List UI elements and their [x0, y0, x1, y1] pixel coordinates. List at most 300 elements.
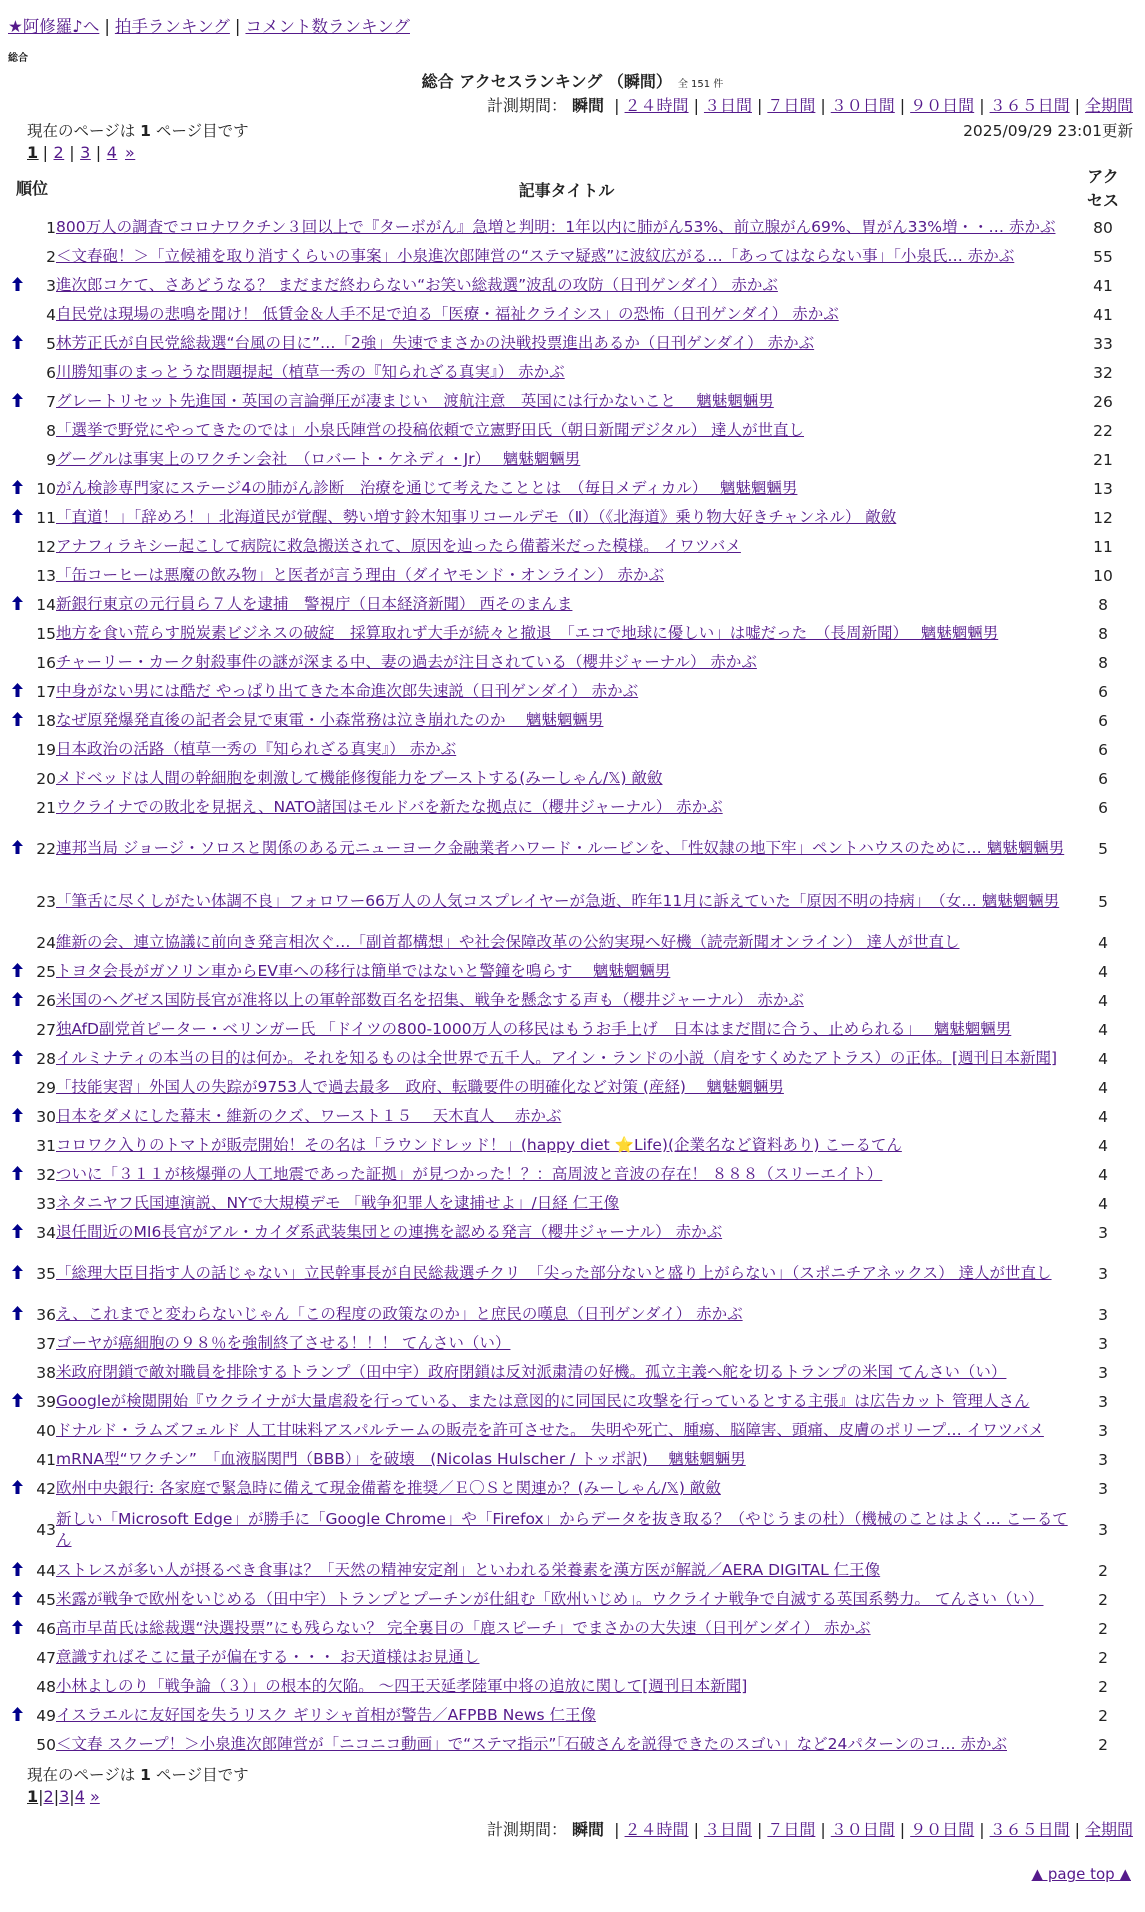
access-count: 11: [1093, 537, 1113, 556]
pager-link[interactable]: 4: [74, 1787, 85, 1806]
rank-change-cell: [8, 532, 27, 561]
rank-number: 21: [36, 798, 56, 817]
period-link[interactable]: ２４時間: [624, 96, 689, 115]
ranking-row: [8, 1387, 1129, 1416]
article-link[interactable]: 「缶コーヒーは悪魔の飲み物」と医者が言う理由（ダイヤモンド・オンライン） 赤かぶ: [56, 566, 665, 584]
article-link[interactable]: アナフィラキシー起こして病院に救急搬送されて、原因を辿ったら備蓄米だった模様。 イワツバメ: [56, 537, 741, 555]
article-link[interactable]: 林芳正氏が自民党総裁選“台風の目に”…「2強」失速でまさかの決戦投票進出あるか（日刊ゲンダイ） 赤かぶ: [56, 334, 815, 352]
rank-change-cell: [8, 1445, 27, 1474]
title-cell: [56, 1131, 1077, 1160]
rank-change-cell: [8, 1416, 27, 1445]
rank-number: 48: [36, 1677, 56, 1696]
up-arrow-icon: [12, 335, 23, 353]
pager-link[interactable]: 4: [106, 143, 118, 162]
rank-change-cell: [8, 764, 27, 793]
up-arrow-icon: [12, 1393, 23, 1411]
title-cell: [56, 1585, 1077, 1614]
rank-change-cell: [8, 1387, 27, 1416]
article-link[interactable]: ストレスが多い人が摂るべき食事は？「天然の精神安定剤」といわれる栄養素を漢方医が解説／AERA DIGITAL 仁王像: [56, 1561, 881, 1579]
article-link[interactable]: 川勝知事のまっとうな問題提起（植草一秀の『知られざる真実』） 赤かぶ: [56, 363, 565, 381]
title-cell: [56, 1672, 1077, 1701]
article-link[interactable]: 連邦当局 ジョージ・ソロスと関係のある元ニューヨーク金融業者ハワード・ルービンを、「性奴隷の地下牢」ペントハウスのために… 魑魅魍魎男: [56, 839, 1065, 857]
rank-number: 38: [36, 1363, 56, 1382]
up-arrow-icon: [12, 596, 23, 614]
rank-change-cell: [8, 213, 27, 242]
period-label: 計測期間：: [486, 1820, 567, 1839]
ranking-row: [8, 358, 1129, 387]
current-page-text: [27, 119, 249, 143]
title-cell: [56, 1445, 1077, 1474]
period-link[interactable]: 全期間: [1084, 1820, 1133, 1839]
clap-ranking-link[interactable]: 拍手ランキング: [114, 17, 230, 36]
article-link[interactable]: 米国のヘグゼス国防長官が准将以上の軍幹部数百名を招集、戦争を懸念する声も（櫻井ジャーナル） 赤かぶ: [56, 991, 804, 1009]
title-cell: [56, 561, 1077, 590]
rank-number: 25: [36, 962, 56, 981]
ranking-row: [8, 1073, 1129, 1102]
period-separator: |: [756, 1820, 763, 1839]
pager-current: 1: [27, 1787, 39, 1806]
article-link[interactable]: グレートリセット先進国・英国の言論弾圧が凄まじい 渡航注意 英国には行かないこと 魑魅魍魎男: [56, 392, 774, 410]
page-info-suffix: ページ目です: [155, 1766, 249, 1784]
rank-change-cell: [8, 1044, 27, 1073]
title-cell: [56, 1474, 1077, 1503]
access-count: 4: [1098, 1049, 1108, 1068]
article-link[interactable]: 新しい「Microsoft Edge」が勝手に「Google Chrome」や「Firefox」からデータを抜き取る？（やじうまの杜）（機械のことはよく… こーるてん: [56, 1509, 1068, 1549]
comment-ranking-link[interactable]: コメント数ランキング: [245, 17, 410, 36]
period-current: 瞬間: [572, 1820, 605, 1839]
rank-change-cell: [8, 1730, 27, 1759]
ranking-row: [8, 1585, 1129, 1614]
article-link[interactable]: 「直道！」「辞めろ！」北海道民が覚醒、勢い増す鈴木知事リコールデモ（Ⅱ）（《北海道》乗り物大好きチャンネル） 敵斂: [56, 508, 897, 526]
pager-link[interactable]: 3: [59, 1787, 70, 1806]
article-link[interactable]: コロワク入りのトマトが販売開始！その名は「ラウンドレッド！」(happy diet ⭐Life)(企業名など資料あり) こーるてん: [56, 1136, 902, 1154]
ranking-row: [8, 1474, 1129, 1503]
rank-change-cell: [8, 822, 27, 875]
access-count: 4: [1098, 1194, 1108, 1213]
ranking-row: [8, 677, 1129, 706]
rank-number: 14: [36, 595, 56, 614]
ranking-row: [8, 1445, 1129, 1474]
ranking-row: [8, 387, 1129, 416]
rank-change-cell: [8, 706, 27, 735]
rank-change-cell: [8, 1015, 27, 1044]
ranking-row: [8, 1358, 1129, 1387]
rank-change-cell: [8, 271, 27, 300]
header-rank: 順位: [15, 179, 48, 198]
title-cell: [56, 329, 1077, 358]
period-link[interactable]: 全期間: [1084, 96, 1133, 115]
title-cell: [56, 1218, 1077, 1247]
period-link[interactable]: ３０日間: [830, 96, 895, 115]
period-link[interactable]: ７日間: [767, 96, 816, 115]
up-arrow-icon: [12, 480, 23, 498]
title-cell: [56, 532, 1077, 561]
title-cell: [56, 706, 1077, 735]
rank-number: 17: [36, 682, 56, 701]
ranking-row: [8, 957, 1129, 986]
pager-separator: |: [53, 1787, 60, 1806]
rank-number: 23: [36, 892, 56, 911]
title-cell: [56, 1416, 1077, 1445]
access-count: 3: [1098, 1334, 1108, 1353]
article-link[interactable]: がん検診専門家にステージ4の肺がん診断 治療を通じて考えたこととは （毎日メディカル） 魑魅魍魎男: [56, 479, 798, 497]
access-count: 8: [1098, 624, 1108, 643]
access-count: 3: [1098, 1363, 1108, 1382]
rank-number: 5: [46, 334, 56, 353]
rank-number: 34: [36, 1223, 56, 1242]
article-link[interactable]: イスラエルに友好国を失うリスク ギリシャ首相が警告／AFPBB News 仁王像: [56, 1706, 597, 1724]
rank-number: 43: [36, 1520, 56, 1539]
rank-number: 13: [36, 566, 56, 585]
rank-change-cell: [8, 1102, 27, 1131]
article-link[interactable]: 地方を食い荒らす脱炭素ビジネスの破綻 採算取れず大手が続々と撤退 「エコで地球に優しい」は嘘だった （長周新聞） 魑魅魍魎男: [56, 624, 999, 642]
access-count: 6: [1098, 682, 1108, 701]
article-link[interactable]: 進次郎コケて、さあどうなる？ まだまだ終わらない“お笑い総裁選”波乱の攻防（日刊ゲンダイ） 赤かぶ: [56, 276, 778, 294]
article-link[interactable]: イルミナティの本当の目的は何か。それを知るものは全世界で五千人。アイン・ランドの小説（肩をすくめたアトラス）の正体。[週刊日本新聞]: [56, 1049, 1057, 1067]
up-arrow-icon: [12, 1620, 23, 1638]
ranking-row: [8, 416, 1129, 445]
updated-timestamp: 2025/09/29 23:01更新: [963, 122, 1133, 140]
article-link[interactable]: 「筆舌に尽くしがたい体調不良」フォロワー66万人の人気コスプレイヤーが急逝、昨年11月に訴えていた「原因不明の持病」 （女… 魑魅魍魎男: [56, 892, 1060, 910]
access-count: 3: [1098, 1479, 1108, 1498]
rank-number: 47: [36, 1648, 56, 1667]
up-arrow-icon: [12, 1050, 23, 1068]
top-nav: [8, 0, 1137, 37]
rank-number: 8: [46, 421, 56, 440]
period-separator: |: [1074, 96, 1080, 115]
ranking-row: [8, 928, 1129, 957]
rank-change-cell: [8, 986, 27, 1015]
rank-change-cell: [8, 1247, 27, 1300]
article-link[interactable]: 「技能実習」外国人の失踪が9753人で過去最多 政府、転職要件の明確化など対策 (産経) 魑魅魍魎男: [56, 1078, 784, 1096]
rank-change-cell: [8, 1131, 27, 1160]
access-count: 2: [1098, 1735, 1108, 1754]
access-count: 8: [1098, 653, 1108, 672]
ranking-row: [8, 445, 1129, 474]
article-link[interactable]: 小林よしのり「戦争論（３）」の根本的欠陥。 ～四王天延孝陸軍中将の追放に関して[週刊日本新聞]: [56, 1677, 748, 1695]
title-cell: [56, 358, 1077, 387]
rank-change-cell: [8, 416, 27, 445]
article-link[interactable]: 「選挙で野党にやってきたのでは」小泉氏陣営の投稿依頼で立憲野田氏（朝日新聞デジタル） 達人が世直し: [56, 421, 805, 439]
ranking-row: [8, 242, 1129, 271]
ranking-row: [8, 474, 1129, 503]
article-link[interactable]: mRNA型“ワクチン” 「血液脳関門（BBB）」を破壊 (Nicolas Hulscher / トッポ訳) 魑魅魍魎男: [56, 1450, 746, 1468]
article-link[interactable]: 自民党は現場の悲鳴を聞け！ 低賃金＆人手不足で迫る「医療・福祉クライシス」の恐怖（日刊ゲンダイ） 赤かぶ: [56, 305, 839, 323]
rank-change-cell: [8, 735, 27, 764]
article-link[interactable]: 米露が戦争で欧州をいじめる（田中宇）トランプとプーチンが仕組む「欧州いじめ」。ウクライナ戦争で自滅する英国系勢力。 てんさい（い）: [56, 1590, 1044, 1608]
article-link[interactable]: 日本をダメにした幕末・維新のクズ、ワースト１５ 天木直人 赤かぶ: [56, 1107, 562, 1125]
rank-number: 3: [46, 276, 56, 295]
access-count: 26: [1093, 392, 1113, 411]
title-cell: [56, 1073, 1077, 1102]
period-separator: |: [899, 96, 906, 115]
article-link[interactable]: 中身がない男には酷だ やっぱり出てきた本命進次郎失速説（日刊ゲンダイ） 赤かぶ: [56, 682, 639, 700]
title-cell: [56, 503, 1077, 532]
rank-change-cell: [8, 1614, 27, 1643]
period-link[interactable]: ２４時間: [624, 1820, 689, 1839]
pager-separator: |: [69, 143, 76, 162]
rank-number: 33: [36, 1194, 56, 1213]
access-count: 2: [1098, 1590, 1108, 1609]
up-arrow-icon: [12, 1166, 23, 1184]
title-cell: [56, 1358, 1077, 1387]
article-link[interactable]: 独AfD副党首ピーター・ベリンガー氏 「ドイツの800-1000万人の移民はもうお手上げ 日本はまだ間に合う、止められる」 魑魅魍魎男: [56, 1020, 1012, 1038]
access-count: 6: [1098, 798, 1108, 817]
ranking-row: [8, 822, 1129, 875]
rank-number: 11: [36, 508, 56, 527]
article-link[interactable]: 日本政治の活路（植草一秀の『知られざる真実』） 赤かぶ: [56, 740, 457, 758]
rank-number: 32: [36, 1165, 56, 1184]
ranking-row: [8, 1329, 1129, 1358]
page-info-number: 1: [140, 1766, 151, 1784]
rank-number: 37: [36, 1334, 56, 1353]
access-count: 4: [1098, 1165, 1108, 1184]
article-link[interactable]: 800万人の調査でコロナワクチン３回以上で『ターボがん』急増と判明：1年以内に肺がん53%、前立腺がん69%、胃がん33%増・・… 赤かぶ: [56, 218, 1056, 236]
period-link[interactable]: ７日間: [767, 1820, 816, 1839]
period-link[interactable]: ３日間: [703, 96, 752, 115]
article-link[interactable]: 欧州中央銀行: 各家庭で緊急時に備えて現金備蓄を推奨／Ｅ〇Ｓと関連か？(みーしゃん/𝕏) 敵斂: [56, 1479, 721, 1497]
period-selector-bottom: [8, 1817, 1137, 1843]
up-arrow-icon: [12, 1562, 23, 1580]
up-arrow-icon: [12, 1707, 23, 1725]
period-separator: |: [979, 1820, 985, 1839]
access-count: 22: [1093, 421, 1113, 440]
page-top-link[interactable]: ▲ page top ▲: [1031, 1865, 1131, 1883]
title-cell: [56, 1701, 1077, 1730]
rank-change-cell: [8, 957, 27, 986]
period-link[interactable]: ３日間: [703, 1820, 752, 1839]
period-selector: [8, 93, 1137, 119]
access-count: 3: [1098, 1264, 1108, 1283]
rank-change-cell: [8, 1701, 27, 1730]
ranking-row: [8, 1672, 1129, 1701]
access-count: 4: [1098, 1020, 1108, 1039]
ranking-row: [8, 1044, 1129, 1073]
title-cell: [56, 1556, 1077, 1585]
title-cell: [56, 474, 1077, 503]
rank-number: 9: [46, 450, 56, 469]
ranking-row: [8, 1416, 1129, 1445]
rank-number: 27: [36, 1020, 56, 1039]
page-info-suffix: ページ目です: [155, 122, 249, 140]
rank-number: 45: [36, 1590, 56, 1609]
article-link[interactable]: ＜文春砲！＞「立候補を取り消すくらいの事案」小泉進次郎陣営の“ステマ疑惑”に波紋広がる…「あってはならない事」「小泉氏… 赤かぶ: [56, 247, 1015, 265]
period-link[interactable]: ３０日間: [830, 1820, 895, 1839]
title-cell: [56, 1189, 1077, 1218]
article-link[interactable]: Googleが検閲開始『ウクライナが大量虐殺を行っている、または意図的に同国民に攻撃を行っているとする主張』は広告カット 管理人さん: [56, 1392, 1030, 1410]
access-count: 2: [1098, 1648, 1108, 1667]
ranking-row: [8, 1015, 1129, 1044]
pager-next-link[interactable]: »: [89, 1787, 100, 1806]
access-count: 3: [1098, 1421, 1108, 1440]
access-count: 3: [1098, 1392, 1108, 1411]
up-arrow-icon: [12, 1591, 23, 1609]
period-label: 計測期間：: [486, 96, 567, 115]
rank-change-cell: [8, 300, 27, 329]
header-access: アクセス: [1086, 167, 1119, 210]
article-link[interactable]: 維新の会、連立協議に前向き発言相次ぐ…「副首都構想」や社会保障改革の公約実現へ好機（読売新聞オンライン） 達人が世直し: [56, 933, 960, 951]
title-cell: [56, 648, 1077, 677]
rank-change-cell: [8, 619, 27, 648]
period-link[interactable]: ３６５日間: [989, 1820, 1070, 1839]
access-count: 5: [1098, 839, 1108, 858]
access-count: 21: [1093, 450, 1113, 469]
access-count: 4: [1098, 991, 1108, 1010]
pager-link[interactable]: 2: [43, 1787, 54, 1806]
article-link[interactable]: ウクライナでの敗北を見据え、NATO諸国はモルドバを新たな拠点に（櫻井ジャーナル） 赤かぶ: [56, 798, 723, 816]
pager-link[interactable]: 3: [80, 143, 91, 162]
title-cell: [56, 271, 1077, 300]
rank-change-cell: [8, 1556, 27, 1585]
ranking-row: [8, 1300, 1129, 1329]
title-cell: [56, 928, 1077, 957]
title-cell: [56, 875, 1077, 928]
article-link[interactable]: ゴーヤが癌細胞の９８％を強制終了させる！！！ てんさい（い）: [56, 1334, 511, 1352]
up-arrow-icon: [12, 840, 23, 858]
article-link[interactable]: え、これまでと変わらないじゃん「この程度の政策なのか」と庶民の嘆息（日刊ゲンダイ） 赤かぶ: [56, 1305, 743, 1323]
access-count: 13: [1093, 479, 1113, 498]
pager-link[interactable]: 2: [53, 143, 65, 162]
period-separator: |: [979, 96, 985, 115]
table-header-row: [8, 165, 1129, 213]
nav-separator: |: [104, 17, 110, 36]
ranking-row: [8, 213, 1129, 242]
rank-change-cell: [8, 1585, 27, 1614]
title-cell: [56, 445, 1077, 474]
rank-number: 6: [46, 363, 56, 382]
rank-change-cell: [8, 387, 27, 416]
title-cell: [56, 1730, 1077, 1759]
period-link[interactable]: ９０日間: [910, 96, 975, 115]
rank-number: 44: [36, 1561, 56, 1580]
rank-number: 50: [36, 1735, 56, 1754]
title-cell: [56, 1643, 1077, 1672]
page-title-text: 総合 アクセスランキング （瞬間）: [421, 72, 672, 91]
ranking-row: [8, 1189, 1129, 1218]
access-count: 2: [1098, 1706, 1108, 1725]
ranking-row: [8, 1556, 1129, 1585]
up-arrow-icon: [12, 1480, 23, 1498]
rank-number: 28: [36, 1049, 56, 1068]
rank-number: 24: [36, 933, 56, 952]
page-info-bottom: [8, 1763, 1137, 1787]
title-cell: [56, 1300, 1077, 1329]
rank-change-cell: [8, 1474, 27, 1503]
title-cell: [56, 387, 1077, 416]
ranking-row: [8, 986, 1129, 1015]
period-separator: |: [820, 1820, 826, 1839]
rank-number: 42: [36, 1479, 56, 1498]
article-link[interactable]: 「総理大臣目指す人の話じゃない」立民幹事長が自民総裁選チクリ 「尖った部分ないと盛り上がらない」（スポニチアネックス） 達人が世直し: [56, 1264, 1052, 1282]
article-link[interactable]: 新銀行東京の元行員ら７人を逮捕 警視庁（日本経済新聞） 西そのまんま: [56, 595, 573, 613]
period-link[interactable]: ３６５日間: [989, 96, 1070, 115]
article-link[interactable]: ドナルド・ラムズフェルド 人工甘味料アスパルテームの販売を許可させた。 失明や死亡、腫瘍、脳障害、頭痛、皮膚のポリープ… イワツバメ: [56, 1421, 1044, 1439]
rank-change-cell: [8, 1189, 27, 1218]
access-count: 41: [1093, 305, 1113, 324]
article-link[interactable]: ついに「３１１が核爆弾の人工地震であった証拠」が見つかった！？：高周波と音波の存在！ ８８８（スリーエイト）: [56, 1165, 883, 1183]
ranking-row: [8, 619, 1129, 648]
rank-number: 40: [36, 1421, 56, 1440]
access-count: 10: [1093, 566, 1113, 585]
rank-change-cell: [8, 474, 27, 503]
ranking-row: [8, 1503, 1129, 1556]
article-link[interactable]: トヨタ会長がガソリン車からEV車への移行は簡単ではないと警鐘を鳴らす 魑魅魍魎男: [56, 962, 671, 980]
period-separator: |: [899, 1820, 906, 1839]
article-link[interactable]: 高市早苗氏は総裁選“決選投票”にも残らない？ 完全裏目の「鹿スピーチ」でまさかの大失速（日刊ゲンダイ） 赤かぶ: [56, 1619, 871, 1637]
ranking-table: [8, 165, 1129, 1759]
article-link[interactable]: 退任間近のMI6長官がアル・カイダ系武装集団との連携を認める発言（櫻井ジャーナル） 赤かぶ: [56, 1223, 723, 1241]
ranking-row: [8, 1160, 1129, 1189]
title-cell: [56, 1503, 1077, 1556]
rank-number: 49: [36, 1706, 56, 1725]
article-link[interactable]: グーグルは事実上のワクチン会社 （ロバート・ケネディ・Jr） 魑魅魍魎男: [56, 450, 581, 468]
rank-number: 4: [46, 305, 56, 324]
article-link[interactable]: チャーリー・カーク射殺事件の謎が深まる中、妻の過去が注目されている（櫻井ジャーナル） 赤かぶ: [56, 653, 757, 671]
rank-change-cell: [8, 1073, 27, 1102]
title-cell: [56, 764, 1077, 793]
title-cell: [56, 619, 1077, 648]
up-arrow-icon: [12, 1306, 23, 1324]
rank-number: 36: [36, 1305, 56, 1324]
article-link[interactable]: ＜文春 スクープ！＞小泉進次郎陣営が「ニコニコ動画」で“ステマ指示”「石破さんを説得できたのスゴい」など24パターンのコ… 赤かぶ: [56, 1735, 1007, 1753]
ranking-row: [8, 271, 1129, 300]
access-count: 4: [1098, 1078, 1108, 1097]
article-link[interactable]: メドベッドは人間の幹細胞を刺激して機能修復能力をブーストする(みーしゃん/𝕏) 敵斂: [56, 769, 663, 787]
article-link[interactable]: 意識すればそこに量子が偏在する・・・ お天道様はお見通し: [56, 1648, 480, 1666]
rank-change-cell: [8, 1643, 27, 1672]
title-cell: [56, 793, 1077, 822]
rank-change-cell: [8, 445, 27, 474]
access-count: 55: [1093, 247, 1113, 266]
ranking-row: [8, 1247, 1129, 1300]
access-count: 4: [1098, 962, 1108, 981]
title-cell: [56, 213, 1077, 242]
rank-number: 30: [36, 1107, 56, 1126]
page-info-prefix: 現在のページは: [27, 1766, 136, 1784]
period-link[interactable]: ９０日間: [910, 1820, 975, 1839]
title-cell: [56, 1329, 1077, 1358]
access-count: 41: [1093, 276, 1113, 295]
ranking-row: [8, 329, 1129, 358]
access-count: 3: [1098, 1223, 1108, 1242]
rank-number: 31: [36, 1136, 56, 1155]
title-cell: [56, 416, 1077, 445]
up-arrow-icon: [12, 963, 23, 981]
rank-number: 19: [36, 740, 56, 759]
rank-change-cell: [8, 329, 27, 358]
ranking-row: [8, 764, 1129, 793]
rank-change-cell: [8, 358, 27, 387]
title-cell: [56, 242, 1077, 271]
rank-change-cell: [8, 677, 27, 706]
rank-number: 15: [36, 624, 56, 643]
rank-change-cell: [8, 1672, 27, 1701]
up-arrow-icon: [12, 1224, 23, 1242]
rank-change-cell: [8, 242, 27, 271]
article-link[interactable]: なぜ原発爆発直後の記者会見で東電・小森常務は泣き崩れたのか 魑魅魍魎男: [56, 711, 604, 729]
rank-number: 7: [46, 392, 56, 411]
pager-next-link[interactable]: »: [124, 143, 136, 162]
article-link[interactable]: 米政府閉鎖で敵対職員を排除するトランプ（田中宇）政府閉鎖は反対派粛清の好機。孤立主義へ舵を切るトランプの米国 てんさい（い）: [56, 1363, 1007, 1381]
home-link[interactable]: ★阿修羅♪へ: [8, 17, 100, 36]
period-separator: |: [614, 96, 620, 115]
period-separator: |: [1074, 1820, 1080, 1839]
total-count: 全 151 件: [677, 79, 724, 90]
up-arrow-icon: [12, 712, 23, 730]
pager-separator: |: [38, 1787, 44, 1806]
article-link[interactable]: ネタニヤフ氏国連演説、NYで大規模デモ 「戦争犯罪人を逮捕せよ」/日経 仁王像: [56, 1194, 620, 1212]
period-separator: |: [756, 96, 763, 115]
